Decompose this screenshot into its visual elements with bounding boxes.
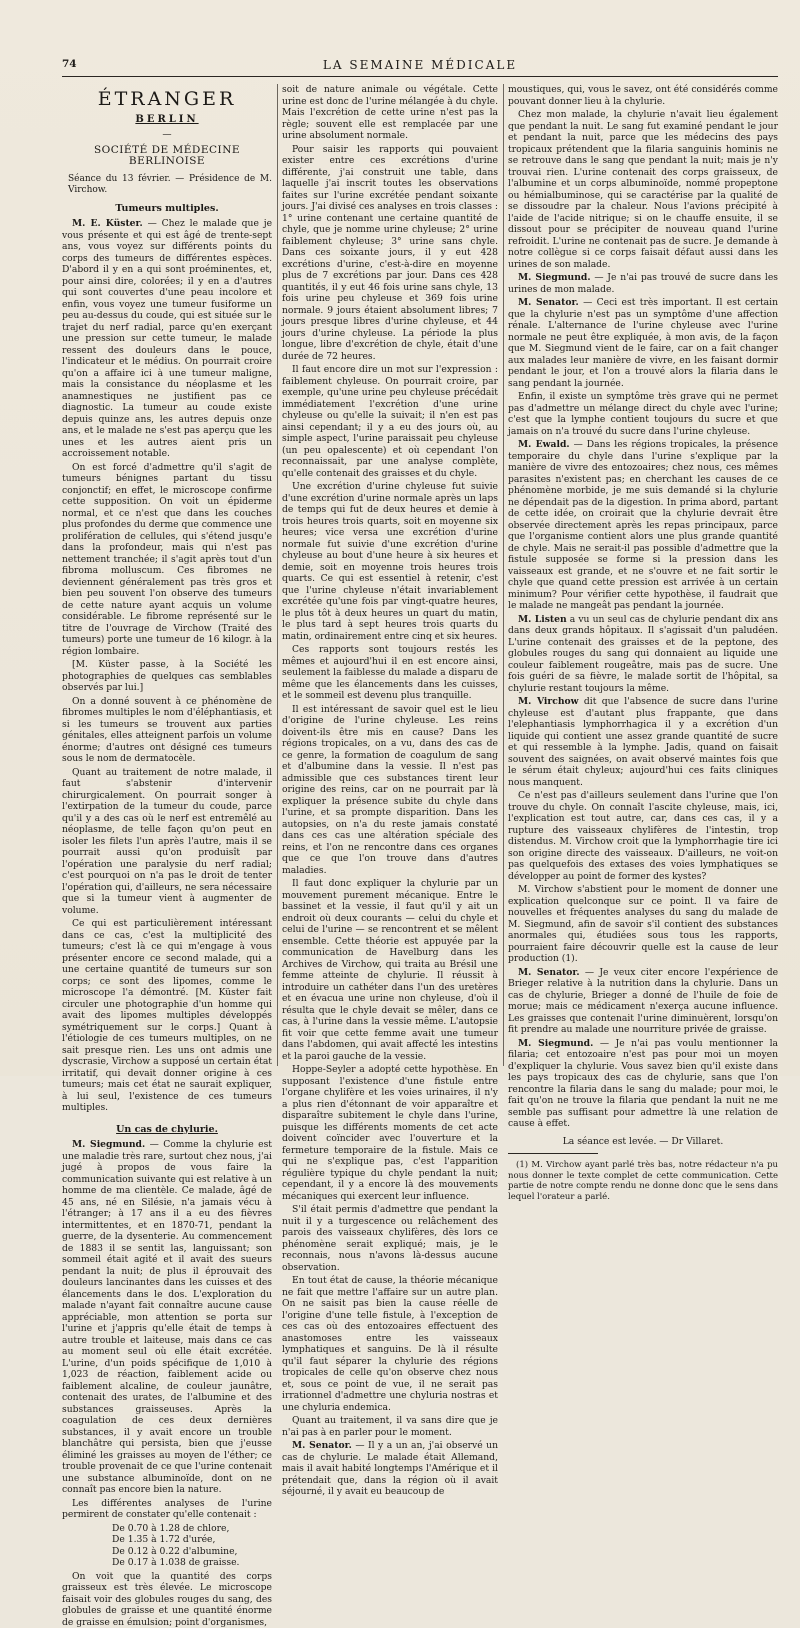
paragraph: On voit que la quantité des corps graisseux est très élevée. Le microscope faisait voir des globules rouges du sang, des globules de graisse et une quantité énorme de graisse en émulsion; point d'organismes, xyxy=(62,1571,272,1628)
footnote-rule xyxy=(508,1153,598,1154)
column-divider xyxy=(503,84,504,1066)
paragraph: Ces rapports sont toujours restés les mêmes et aujourd'hui il en est encore ainsi, seulement la faiblesse du malade a disparu de même que les élancements dans les cuisses, et le sommeil est devenu plus tranquille. xyxy=(282,644,498,702)
paragraph xyxy=(508,696,778,788)
column-3 xyxy=(508,84,778,1066)
paragraph: Il est intéressant de savoir quel est le lieu d'origine de l'urine chyleuse. Les reins doivent-ils être mis en cause? Dans les régions tropicales, on a vu, dans des cas de ce genre, la formation de coagulum de sang et d'albumine dans la vessie. Il n'est pas admissible que ces substances tirent leur origine des reins, car on ne pourrait par là expliquer la présence subite du chyle dans l'urine, et sa prompte disparition. Dans les autopsies, on n'a du reste jamais constaté dans ces cas une altération spéciale des reins, et l'on ne rencontre dans ces organes que ce que l'on trouve dans d'autres maladies. xyxy=(282,704,498,877)
speaker-name: M. Siegmund. xyxy=(518,272,591,283)
column-2 xyxy=(282,84,498,1066)
paragraph: Hoppe-Seyler a adopté cette hypothèse. En supposant l'existence d'une fistule entre l'organe chylifère et les voies urinaires, il n'y a plus rien d'étonnant de voir apparaître et disparaître subitement le chyle dans l'urine, puisque les différents moments de cet acte doivent coïncider avec l'ouverture et la fermeture temporaire de la fistule. Mais ce qui ne s'explique pas, c'est l'apparition régulière typique du chyle pendant la nuit; cependant, il y a encore là des mouvements mécaniques qui exercent leur influence. xyxy=(282,1064,498,1202)
paragraph: Chez mon malade, la chylurie n'avait lieu également que pendant la nuit. Le sang fut examiné pendant le jour et pendant la nuit, parce que les médecins des pays tropicaux prétendent que la filaria sanguinis hominis ne se retrouve dans le sang que pendant la nuit; mais je n'y trouvai rien. L'urine contenait des corps graisseux, de l'albumine et un corps albuminoïde, nommé propeptone ou hémialbuminose, qui se caractérise par la qualité de se dissoudre par la chaleur. Nous l'avions précipité à l'aide de l'acide nitrique; si on le chauffe ensuite, il se dissout pour se précipiter de nouveau quand l'urine refroidit. L'urine ne contenait pas de sucre. Je demande à notre collègue si ce corps faisait défaut aussi dans les urines de son malade. xyxy=(508,109,778,270)
speaker-name: M. Siegmund. xyxy=(518,1038,593,1049)
speaker-name: M. Senator. xyxy=(518,297,579,308)
footnote: (1) M. Virchow ayant parlé très bas, notre rédacteur n'a pu nous donner le texte complet de cette communication. Cette partie de notre compte rendu ne donne donc que le sens dans lequel l'orateur a parlé. xyxy=(508,1160,778,1202)
paragraph-text: — Comme la chylurie est une maladie très rare, surtout chez nous, j'ai jugé à propos de vous faire la communication suivante qui est relative à un homme de ma clientèle. Ce malade, âgé de 45 ans, né en Silésie, n'a jamais vécu à l'étranger; à 17 ans il a eu des fièvres intermittentes, et en 1870-71, pendant la guerre, de la dysenterie. Au commencement de 1883 il se sentit las, languissant; son sommeil était agité et il avait des sueurs pendant la nuit; de plus il éprouvait des douleurs lancinantes dans les cuisses et des élancements dans le dos. L'exploration du malade n'ayant fait connaître aucune cause appréciable, mon attention se porta sur l'urine et j'appris qu'elle était de temps à autre trouble et laiteuse, mais dans ce cas au moment seul où elle était excrétée. L'urine, d'un poids spécifique de 1,010 à 1,023 de réaction, faiblement acide ou faiblement alcaline, de couleur jaunâtre, contenait des urates, de l'albumine et des substances graisseuses. Après la coagulation de ces deux dernières substances, il y avait encore un trouble blanchâtre qui persista, bien que j'eusse éliminé les graisses au moyen de l'éther; ce trouble provenait de ce que l'urine contenait une substance albuminoïde, dont on ne connaît pas encore bien la nature. xyxy=(62,1139,272,1495)
paragraph: Quant au traitement de notre malade, il faut s'abstenir d'intervenir chirurgicalement. On pourrait songer à l'extirpation de la tumeur du coude, parce qu'il y a des cas où le nerf est entremêlé au néoplasme, de telle façon qu'on peut en isoler les filets l'un après l'autre, mais il se pourrait aussi qu'on produisît par l'opération une paralysie du nerf radial; c'est pourquoi on n'a pas le droit de tenter l'opération qui, d'ailleurs, ne sera nécessaire que si la tumeur vient à augmenter de volume. xyxy=(62,767,272,917)
seance-line: Séance du 13 février. — Présidence de M. Virchow. xyxy=(68,174,272,197)
paragraph: Les différentes analyses de l'urine permirent de constater qu'elle contenait : xyxy=(62,1498,272,1521)
speaker-name: M. E. Küster. xyxy=(72,218,143,229)
paragraph xyxy=(508,1038,778,1130)
column-divider xyxy=(277,84,278,1066)
header-rule xyxy=(62,76,778,77)
paragraph: On a donné souvent à ce phénomène de fibromes multiples le nom d'éléphantiasis, et si les tumeurs se trouvent aux parties génitales, elles atteignent parfois un volume énorme; d'autres ont désigné ces tumeurs sous le nom de dermatocèle. xyxy=(62,696,272,765)
speaker-name: M. Virchow xyxy=(518,696,579,707)
speaker-name: M. Siegmund. xyxy=(72,1139,145,1150)
column-1 xyxy=(62,84,272,1066)
paragraph: En tout état de cause, la théorie mécanique ne fait que mettre l'affaire sur un autre plan. On ne saisit pas bien la cause réelle de l'origine d'une telle fistule, à l'exception de ces cas où des entozoaires effectuent des anastomoses entre les vaisseaux lymphatiques et sanguins. De là il résulte qu'il faut séparer la chylurie des régions tropicales de celle qu'on observe chez nous et, sous ce point de vue, il ne serait pas irrationnel d'admettre une chyluria nostras et une chyluria endemica. xyxy=(282,1275,498,1413)
paragraph-text: — Chez le malade que je vous présente et qui est âgé de trente-sept ans, vous voyez sur différents points du corps des tumeurs de différentes espèces. D'abord il y en a qui sont proéminentes, et, pour ainsi dire, colorées; il y en a d'autres qui sont couvertes d'une peau incolore et enfin, vous voyez une tumeur fusiforme un peu au-dessus du coude, qui est située sur le trajet du nerf radial, parce qu'en exerçant une pression sur cette tumeur, le malade ressent des douleurs dans le pouce, l'indicateur et le médius. On pourrait croire qu'on a affaire ici à une tumeur maligne, mais la consistance du néoplasme et les anamnestiques ne justifient pas ce diagnostic. La tumeur au coude existe depuis quinze ans, les autres depuis onze ans, et le malade ne s'est pas aperçu que les unes et les autres aient pris un accroissement notable. xyxy=(62,218,272,459)
paragraph: Ce qui est particulièrement intéressant dans ce cas, c'est la multiplicité des tumeurs; c'est là ce qui m'engage à vous présenter encore ce second malade, qui a une certaine quantité de tumeurs sur son corps; ce sont des lipomes, comme le microscope l'a démontré. [M. Küster fait circuler une photographie d'un homme qui avait des lipomes multiples développés symétriquement sur le corps.] Quant à l'étiologie de ces tumeurs multiples, on ne sait presque rien. Les uns ont admis une dyscrasie, Virchow a supposé un certain état irritatif, qui devait donner origine à ces tumeurs; mais cet état ne saurait expliquer, à lui seul, l'existence de ces tumeurs multiples. xyxy=(62,918,272,1114)
table-row: De 0.12 à 0.22 d'albumine, xyxy=(112,1546,272,1558)
paragraph xyxy=(508,439,778,612)
speaker-name: M. Senator. xyxy=(518,967,580,978)
paragraph: Il faut donc expliquer la chylurie par un mouvement purement mécanique. Entre le bassinet et la vessie, il faut qu'il y ait un endroit où deux courants — celui du chyle et celui de l'urine — se rencontrent et se mêlent ensemble. Cette théorie est appuyée par la communication de Havelburg dans les Archives de Virchow, qui traita au Brésil une femme atteinte de chylurie. Il réussit à introduire un cathéter dans l'un des uretères et en évacua une urine non chyleuse, d'où il résulta que le chyle devait se mêler, dans ce cas, à l'urine dans la vessie même. L'autopsie fit voir que cette femme avait une tumeur dans l'abdomen, qui avait affecté les intestins et la paroi gauche de la vessie. xyxy=(282,878,498,1062)
speaker-name: M. Ewald. xyxy=(518,439,570,450)
signoff: La séance est levée. — Dr Villaret. xyxy=(508,1136,778,1148)
speaker-name: M. Listen xyxy=(518,614,567,625)
paragraph: Quant au traitement, il va sans dire que je n'ai pas à en parler pour le moment. xyxy=(282,1415,498,1438)
paragraph: Ce n'est pas d'ailleurs seulement dans l'urine que l'on trouve du chyle. On connaît l'ascite chyleuse, mais, ici, l'explication est tout autre, car, dans ces cas, il y a rupture des vaisseaux chylifères de l'intestin, trop distendus. M. Virchow croit que la lymphorrhagie tire ici son origine directe des vaisseaux. D'ailleurs, ne voit-on pas quelquefois des extases des voies lymphatiques se développer au point de former des kystes? xyxy=(508,790,778,882)
paragraph: On est forcé d'admettre qu'il s'agit de tumeurs bénignes partant du tissu conjonctif; en effet, le microscope confirme cette supposition. On voit un épiderme normal, et ce n'est que dans les couches plus profondes du derme que commence une prolifération de cellules, qui s'étend jusqu'e dans la profondeur, mais qui n'est pas nettement tranchée; il s'agit après tout d'un fibroma molluscum. Ces fibromes ne deviennent généralement pas très gros et bien peu souvent l'on observe des tumeurs de cette nature ayant acquis un volume considérable. Le fibrome représenté sur le titre de l'ouvrage de Virchow (Traité des tumeurs) porte une tumeur de 16 kilogr. à la région lombaire. xyxy=(62,462,272,658)
paragraph xyxy=(508,614,778,695)
analysis-table xyxy=(112,1523,272,1569)
paragraph-text: — Dans les régions tropicales, la présence temporaire du chyle dans l'urine s'explique par la manière de vivre des entozoaires; chez nous, ces mêmes parasites n'existent pas; en cherchant les causes de ce phénomène morbide, je me suis demandé si la chylurie ne dépendait pas de la digestion. In prima abord, partant de cette idée, on croirait que la chylurie devrait être observée directement après les repas principaux, parce que l'organisme contient alors une plus grande quantité de chyle. Mais ne serait-il pas possible d'admettre que la fistule supposée se forme si la pression dans les vaisseaux est grande, et ne s'ouvre et ne fait sortir le chyle que quand cette pression est arrivée à un certain minimum? Pour vérifier cette hypothèse, il faudrait que le malade ne mangeât pas pendant la journée. xyxy=(508,439,778,611)
section-title: ÉTRANGER xyxy=(62,94,272,106)
subheading-tumeurs: Tumeurs multiples. xyxy=(62,203,272,215)
paragraph xyxy=(508,297,778,389)
running-title: LA SEMAINE MÉDICALE xyxy=(62,58,778,72)
paragraph-text: a vu un seul cas de chylurie pendant dix ans dans deux grands hôpitaux. Il s'agissait d'un paludéen. L'urine contenait des graisses et de la peptone, des globules rouges du sang qui donnaient au liquide une couleur faiblement rougeâtre, mais pas de sucre. Une fois guéri de sa fièvre, le malade sortit de l'hôpital, sa chylurie restant toujours la même. xyxy=(508,614,778,694)
paragraph xyxy=(508,967,778,1036)
paragraph: M. Virchow s'abstient pour le moment de donner une explication quelconque sur ce point. Il va faire de nouvelles et fréquentes analyses du sang du malade de M. Siegmund, afin de savoir s'il contient des substances anormales qui, étudiées sous tous les rapports, pourraient faire découvrir quelle est la cause de leur production (1). xyxy=(508,884,778,965)
page-number: 74 xyxy=(62,58,77,70)
paragraph xyxy=(508,272,778,295)
society-heading: SOCIÉTÉ DE MÉDECINE BERLINOISE xyxy=(62,145,272,168)
paragraph: [M. Küster passe, à la Société les photographies de quelques cas semblables observés par lui.] xyxy=(62,659,272,694)
table-row: De 1.35 à 1.72 d'urée, xyxy=(112,1534,272,1546)
paragraph: Il faut encore dire un mot sur l'expression : faiblement chyleuse. On pourrait croire, par exemple, qu'une urine peu chyleuse précédait immédiatement l'excrétion d'une urine chyleuse ou qu'elle la suivait; il n'en est pas ainsi cependant; il y a eu des jours où, au simple aspect, l'urine paraissait peu chyleuse (un peu opalescente) et où cependant l'on reconnaissait, par une analyse complète, qu'elle contenait des graisses et du chyle. xyxy=(282,364,498,479)
paragraph-text: — Je n'ai pas trouvé de sucre dans les urines de mon malade. xyxy=(508,272,778,295)
paragraph-text: — Il y a un an, j'ai observé un cas de chylurie. Le malade était Allemand, mais il avait habité longtemps l'Amérique et il prétendait que, dans la région où il avait séjourné, il y avait eu beaucoup de xyxy=(282,1440,498,1497)
paragraph xyxy=(282,1440,498,1498)
paragraph-text: — Je veux citer encore l'expérience de Brieger relative à la nutrition dans la chylurie. Dans un cas de chylurie, Brieger a donné de l'huile de foie de morue; mais ce médicament n'exerça aucune influence. Les graisses que contenait l'urine diminuèrent, lorsqu'on fit prendre au malade une nourriture privée de graisse. xyxy=(508,967,778,1036)
paragraph-text: — Je n'ai pas voulu mentionner la filaria; cet entozoaire n'est pas pour moi un moyen d'expliquer la chylurie. Vous savez bien qu'il existe dans les pays tropicaux des cas de chylurie, sans que l'on rencontre la filaria dans le sang du malade; pour moi, le fait qu'on ne trouve la filaria que pendant la nuit ne me semble pas suffisant pour admettre là une relation de cause à effet. xyxy=(508,1038,778,1130)
paragraph xyxy=(62,218,272,460)
table-row: De 0.17 à 1.038 de graisse. xyxy=(112,1557,272,1569)
table-row: De 0.70 à 1.28 de chlore, xyxy=(112,1523,272,1535)
subheading-chylurie: Un cas de chylurie. xyxy=(62,1124,272,1136)
paragraph xyxy=(62,1139,272,1496)
paragraph-text: — Ceci est très important. Il est certain que la chylurie n'est pas un symptôme d'une affection rénale. L'alternance de l'urine chyleuse avec l'urine normale ne peut être expliquée, à mon avis, de la façon que M. Siegmund vient de le faire, car on a fait changer aux malades leur manière de vivre, en les faisant dormir pendant le jour, et l'on a trouvé alors la filaria dans le sang pendant la journée. xyxy=(508,297,778,389)
paragraph: Pour saisir les rapports qui pouvaient exister entre ces excrétions d'urine différente, j'ai construit une table, dans laquelle j'ai inscrit toutes les observations faites sur l'urine excrétée pendant soixante jours. J'ai divisé ces analyses en trois classes : 1° urine contenant une certaine quantité de chyle, que je nomme urine chyleuse; 2° urine faiblement chyleuse; 3° urine sans chyle. Dans ces soixante jours, il y eut 428 excrétions d'urine, c'est-à-dire en moyenne plus de 7 excrétions par jour. Dans ces 428 quantités, il y eut 46 fois urine sans chyle, 13 fois urine peu chyleuse et 369 fois urine normale. 9 jours étaient absolument libres; 7 jours presque libres d'urine chyleuse, et 44 jours d'urine chyleuse. La période la plus longue, libre d'excrétion de chyle, était d'une durée de 72 heures. xyxy=(282,144,498,363)
paragraph: soit de nature animale ou végétale. Cette urine est donc de l'urine mélangée à du chyle. Mais l'excrétion de cette urine n'est pas la règle; souvent elle est remplacée par une urine absolument normale. xyxy=(282,84,498,142)
separator-dash: — xyxy=(62,129,272,141)
paragraph: moustiques, qui, vous le savez, ont été considérés comme pouvant donner lieu à la chylurie. xyxy=(508,84,778,107)
paragraph: S'il était permis d'admettre que pendant la nuit il y a turgescence ou relâchement des parois des vaisseaux chylifères, dès lors ce phénomène serait expliqué; mais, je le reconnais, nous n'avons là-dessus aucune observation. xyxy=(282,1204,498,1273)
speaker-name: M. Senator. xyxy=(292,1440,352,1451)
paragraph: Une excrétion d'urine chyleuse fut suivie d'une excrétion d'urine normale après un laps de temps qui fut de deux heures et demie à trois heures trois quarts, soit en moyenne six heures; vice versa une excrétion d'urine normale fut suivie d'une excrétion d'urine chyleuse au bout d'une heure à six heures et demie, soit en moyenne trois heures trois quarts. Ce qui est essentiel à retenir, c'est que l'urine chyleuse n'était invariablement excrétée qu'une fois par vingt-quatre heures, le plus tôt à deux heures un quart du matin, le plus tard à sept heures trois quarts du matin, ordinairement entre cinq et six heures. xyxy=(282,481,498,642)
city-heading: BERLIN xyxy=(62,114,272,126)
paragraph-text: dit que l'absence de sucre dans l'urine chyleuse est d'autant plus frappante, que dans l'elephantiasis lymphorrhagica il y a excrétion d'un liquide qui contient une assez grande quantité de sucre et qui ressemble à la lymphe. Jadis, quand on faisait souvent des saignées, on avait observé maintes fois que le sérum était chyleux; aujourd'hui ces faits cliniques nous manquent. xyxy=(508,696,778,788)
paragraph: Enfin, il existe un symptôme très grave qui ne permet pas d'admettre un mélange direct du chyle avec l'urine; c'est que la lymphe contient toujours du sucre et que jamais on n'a trouvé du sucre dans l'urine chyleuse. xyxy=(508,391,778,437)
page-header xyxy=(62,58,778,76)
